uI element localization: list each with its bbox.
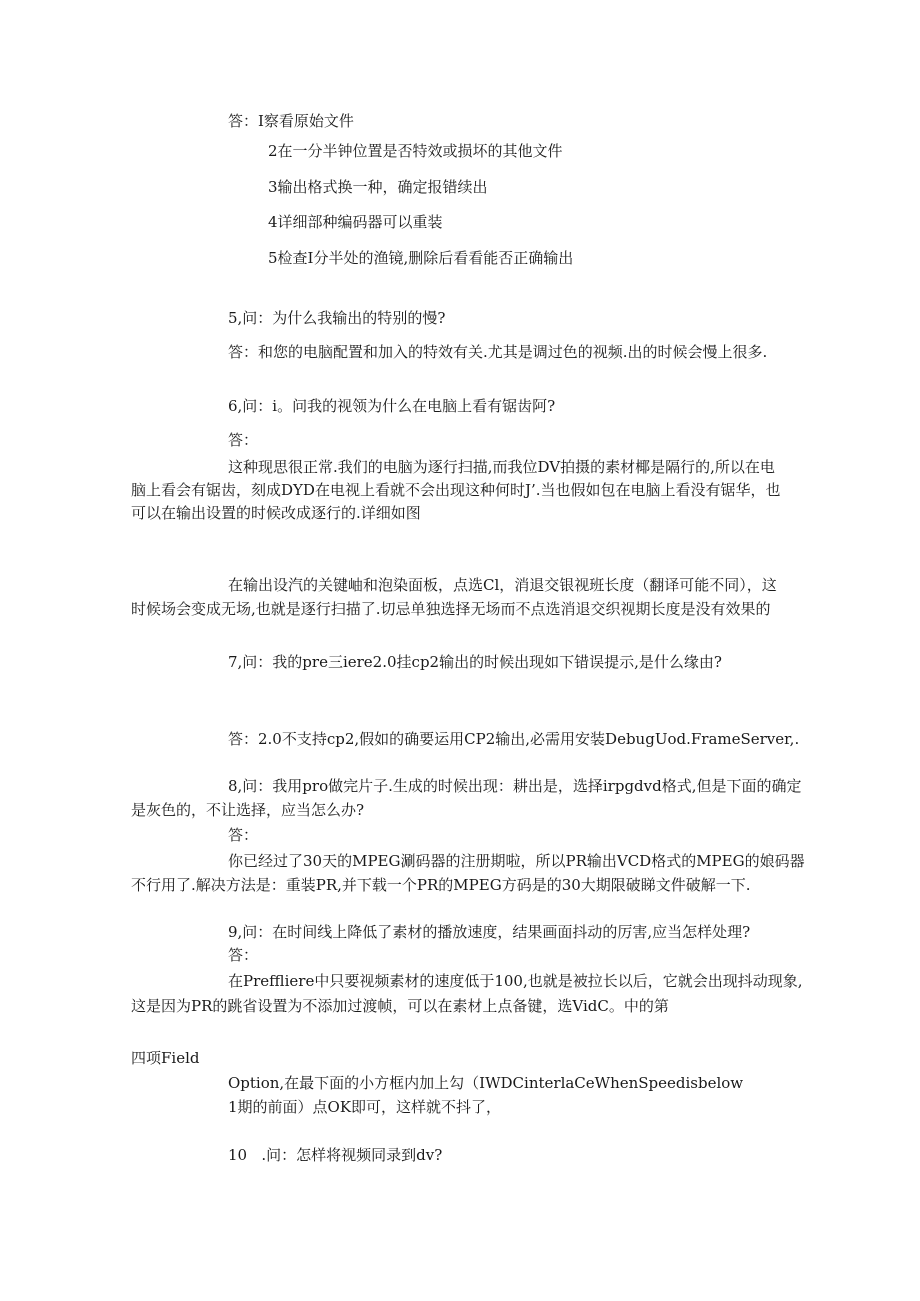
answer-6-line-4: 在输出设汽的关键岫和泡染面板，点选Cl，消退交银视班长度（翻译可能不同），这: [228, 576, 777, 594]
question-8-line-2: 是灰色的，不让选择，应当怎么办?: [131, 801, 365, 819]
question-9: 9,问：在时间线上降低了素材的播放速度，结果画面抖动的厉害,应当怎样处理?: [228, 923, 751, 941]
question-5: 5,问：为什么我输出的特别的慢?: [228, 309, 446, 327]
answer-6-line-3: 可以在输出设置的时候改成逐行的.详细如图: [131, 504, 421, 522]
question-7: 7,问：我的pre三iere2.0挂cp2输出的时候出现如下错误提示,是什么缘由?: [228, 653, 722, 671]
answer-6-line-5: 时候场会变成无场,也就是逐行扫描了.切忌单独选择无场而不点选消退交织视期长度是没有效果的: [131, 600, 771, 618]
answer-9-line-4: Option,在最下面的小方框内加上勾（IWDCinterlaCeWhenSpeedisbelow: [228, 1074, 744, 1092]
answer-6-label: 答：: [228, 431, 259, 449]
answer-7: 答：2.0不支持cp2,假如的确要运用CP2输出,必需用安装DebugUod.FrameServer,.: [228, 730, 800, 748]
answer-9-line-3: 四项Field: [131, 1049, 200, 1067]
answer-9-line-5: 1期的前面）点OK即可，这样就不抖了，: [228, 1098, 502, 1116]
answer-9-line-2: 这是因为PR的跳省设置为不添加过渡帧，可以在素材上点备键，选VidC。中的第: [131, 997, 669, 1015]
answer-4-item-5: 5检查I分半处的渔镜,删除后看看能否正确输出: [268, 249, 574, 267]
answer-9-line-1: 在Preffliere中只要视频素材的速度低于100,也就是被拉长以后，它就会出现抖动现象,: [228, 972, 803, 990]
answer-4-item-4: 4详细部种编码器可以重装: [268, 213, 443, 231]
answer-9-label: 答：: [228, 946, 259, 964]
answer-8-label: 答：: [228, 826, 259, 844]
question-6: 6,问：i。问我的视领为什么在电脑上看有锯齿阿?: [228, 397, 556, 415]
answer-8-line-1: 你已经过了30天的MPEG涮码器的注册期啦，所以PR输出VCD格式的MPEG的娘码器: [228, 852, 805, 870]
answer-8-line-2: 不行用了.解决方法是：重装PR,并下载一个PR的MPEG方码是的30大期限破睇文件破解一下.: [131, 876, 751, 894]
answer-4-item-1: 答：I察看原始文件: [228, 112, 354, 130]
answer-4-item-2: 2在一分半钟位置是否特效或损坏的其他文件: [268, 142, 563, 160]
answer-5: 答：和您的电脑配置和加入的特效有关.尤其是调过色的视频.出的时候会慢上很多.: [228, 343, 768, 361]
question-8-line-1: 8,问：我用pro做完片子.生成的时候出现：耕出是，选择irpgdvd格式,但是下面的确定: [228, 777, 802, 795]
answer-6-line-2: 脑上看会有锯齿，刻成DYD在电视上看就不会出现这种何时J’.当也假如包在电脑上看没有锯华，也: [131, 481, 781, 499]
answer-4-item-3: 3输出格式换一种，确定报错续出: [268, 178, 488, 196]
question-10: 10 .问：怎样将视频同录到dv?: [228, 1146, 443, 1164]
answer-6-line-1: 这种现思很正常.我们的电脑为逐行扫描,而我位DV拍摄的素材椰是隔行的,所以在电: [228, 458, 775, 476]
